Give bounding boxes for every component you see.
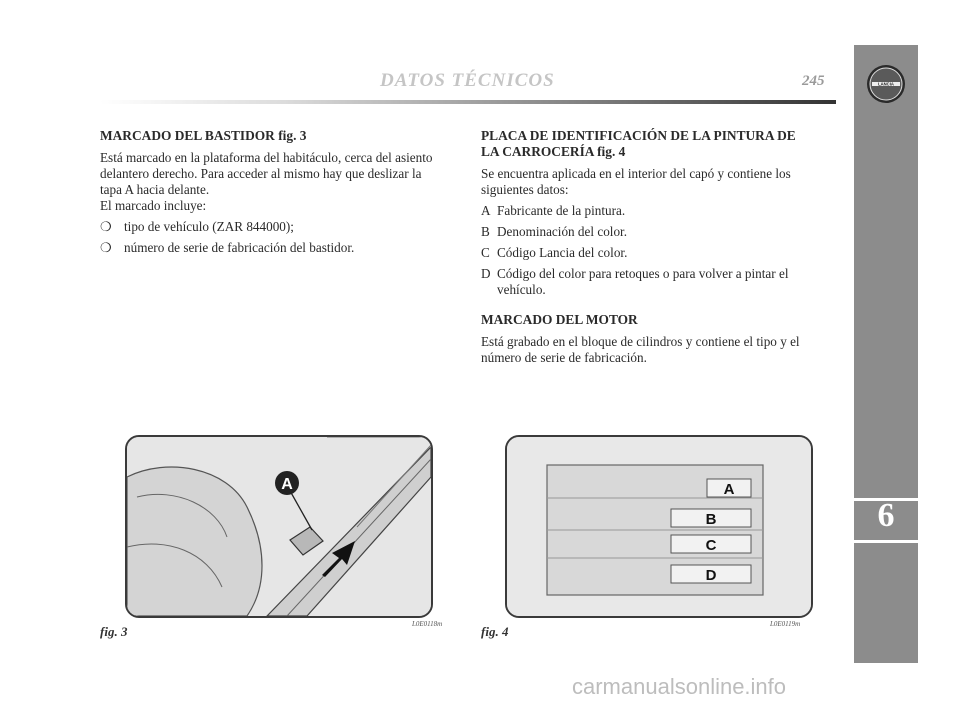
- chassis-intro: El marcado incluye:: [100, 198, 207, 213]
- list-item: [481, 266, 835, 298]
- header-rule: [100, 100, 836, 104]
- item-letter: D: [481, 266, 491, 281]
- item-text: Código Lancia del color.: [497, 245, 628, 260]
- plate-label: A: [723, 481, 735, 498]
- lancia-logo: [866, 64, 906, 104]
- item-text: Código del color para retoques o para volver a pintar el vehículo.: [497, 266, 789, 297]
- paint-paragraph: Se encuentra aplicada en el interior del capó y contiene los siguientes datos:: [481, 166, 791, 197]
- plate-label: C: [705, 537, 717, 554]
- section-title: DATOS TÉCNICOS: [380, 70, 555, 91]
- heading-chassis: MARCADO DEL BASTIDOR fig. 3: [100, 128, 307, 143]
- item-letter: C: [481, 245, 490, 260]
- item-text: Denominación del color.: [497, 224, 628, 239]
- sidebar-divider: [854, 540, 918, 543]
- chapter-number: 6: [877, 497, 895, 534]
- logo-text: LANCIA: [878, 81, 894, 87]
- figure-caption: fig. 4: [481, 624, 509, 639]
- figure-chassis-marking: [125, 435, 433, 618]
- left-column: [100, 128, 446, 256]
- list-item: [481, 203, 835, 219]
- item-text: Fabricante de la pintura.: [497, 203, 626, 218]
- paint-plate-illustration: [507, 437, 811, 616]
- right-column: [481, 128, 835, 366]
- figure-caption: fig. 3: [100, 624, 128, 639]
- heading-engine: MARCADO DEL MOTOR: [481, 312, 638, 327]
- list-item: [100, 240, 446, 256]
- figure-paint-plate: [505, 435, 813, 618]
- figure-code: L0E0119m: [770, 620, 801, 628]
- page-number: 245: [802, 73, 825, 89]
- item-letter: A: [481, 203, 491, 218]
- list-item-text: número de serie de fabricación del bastidor.: [124, 240, 355, 255]
- chapter-sidebar: [854, 45, 918, 663]
- list-item-text: tipo de vehículo (ZAR 844000);: [124, 219, 294, 234]
- plate-label: D: [705, 567, 717, 584]
- figure-code: L0E0118m: [412, 620, 443, 628]
- bullet-icon: ❍: [100, 219, 112, 234]
- item-letter: B: [481, 224, 490, 239]
- list-item: [100, 219, 446, 235]
- heading-paint-plate: PLACA DE IDENTIFICACIÓN DE LA PINTURA DE LA CARROCERÍA fig. 4: [481, 128, 796, 159]
- footer-watermark: carmanualsonline.info: [572, 674, 787, 699]
- engine-paragraph: Está grabado en el bloque de cilindros y contiene el tipo y el número de serie de fabricación.: [481, 334, 800, 365]
- list-item: [481, 224, 835, 240]
- list-item: [481, 245, 835, 261]
- callout-letter: A: [281, 476, 293, 493]
- bullet-icon: ❍: [100, 240, 112, 255]
- chassis-paragraph: Está marcado en la plataforma del habitáculo, cerca del asiento delantero derecho. Para acceder al mismo hay que deslizar la tapa A hacia delante.: [100, 150, 433, 197]
- plate-label: B: [705, 511, 717, 528]
- chassis-illustration: [127, 437, 431, 616]
